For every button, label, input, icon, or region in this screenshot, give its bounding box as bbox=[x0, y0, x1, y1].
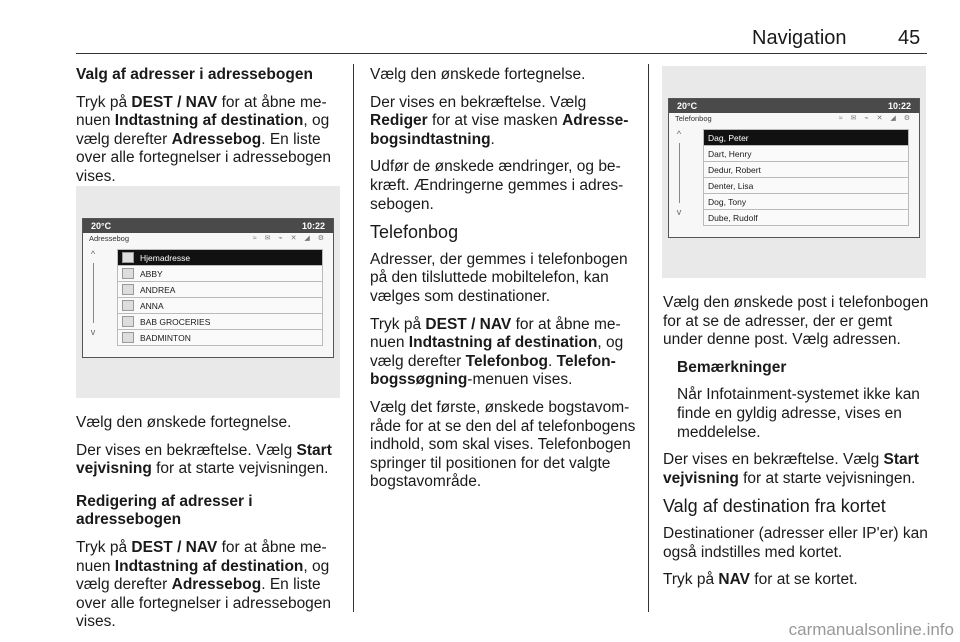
screen-title-bar: Adressebog ≈ ✉ ⌁ ✕ ◢ ⚙ bbox=[89, 234, 327, 243]
note-text: Når Infotainment-systemet ikke kan finde en gyldig adresse, vises en meddelelse. bbox=[677, 386, 920, 441]
column-divider-1 bbox=[353, 64, 354, 612]
contact-icon bbox=[122, 300, 134, 311]
column-1-lower bbox=[76, 414, 346, 641]
scroll-down-icon[interactable]: v bbox=[676, 207, 682, 217]
paragraph: Tryk på DEST / NAV for at åbne menuen Indtastning af destination, og vælg derefter Adressebog. En liste over alle fortegnelser i adressebogen vises. bbox=[76, 538, 332, 631]
list-item[interactable]: ANNA bbox=[117, 298, 323, 314]
list-item[interactable]: BADMINTON bbox=[117, 330, 323, 346]
screenshot-telefonbog bbox=[662, 66, 926, 278]
column-1 bbox=[76, 66, 344, 196]
contact-icon bbox=[122, 332, 134, 343]
paragraph: Vælg den ønskede fortegnelse. bbox=[76, 414, 292, 431]
infotainment-screen bbox=[82, 218, 334, 358]
section-heading: Redigering af adresser i adressebogen bbox=[76, 492, 253, 529]
status-bar: 20°C 10:22 bbox=[83, 219, 333, 233]
section-heading: Telefonbog bbox=[370, 222, 459, 243]
page-number: 45 bbox=[898, 27, 921, 49]
column-2 bbox=[370, 66, 638, 501]
scroll-up-icon[interactable]: ^ bbox=[676, 129, 682, 139]
page-header-title: Navigation bbox=[752, 27, 847, 49]
paragraph: Vælg den ønskede post i telefonbogen for at se de adresser, der er gemt under denne post. Vælg adressen. bbox=[663, 294, 929, 349]
infotainment-screen bbox=[668, 98, 920, 238]
paragraph: Der vises en bekræftelse. Vælg Rediger for at vise masken Adressebogsindtastning. bbox=[370, 93, 629, 148]
scroll-down-icon[interactable]: v bbox=[90, 327, 96, 337]
contact-icon bbox=[122, 268, 134, 279]
contact-icon bbox=[122, 284, 134, 295]
section-heading: Valg af destination fra kortet bbox=[663, 496, 886, 517]
status-icons: ≈ ✉ ⌁ ✕ ◢ ⚙ bbox=[838, 115, 913, 122]
paragraph: Tryk på DEST / NAV for at åbne menuen Indtastning af destination, og vælg derefter Telefonbog. Telefonbogssøgning-menuen vises. bbox=[370, 315, 624, 389]
scroll-up-icon[interactable]: ^ bbox=[90, 249, 96, 259]
section-heading: Valg af adresser i adressebogen bbox=[76, 66, 313, 83]
list-item[interactable]: ABBY bbox=[117, 266, 323, 282]
paragraph: Tryk på DEST / NAV for at åbne menuen Indtastning af destination, og vælg derefter Adressebog. En liste over alle fortegnelser i adressebogen vises. bbox=[76, 93, 332, 185]
scrollbar-track[interactable] bbox=[679, 143, 680, 203]
column-3 bbox=[663, 294, 929, 599]
screenshot-adressebog bbox=[76, 186, 340, 398]
note-title: Bemærkninger bbox=[677, 358, 787, 376]
list-item[interactable]: Dedur, Robert bbox=[703, 162, 909, 178]
screen-title-bar: Telefonbog ≈ ✉ ⌁ ✕ ◢ ⚙ bbox=[675, 114, 913, 123]
list-item[interactable]: BAB GROCERIES bbox=[117, 314, 323, 330]
poi-icon bbox=[122, 316, 134, 327]
paragraph: Vælg den ønskede fortegnelse. bbox=[370, 66, 586, 83]
column-divider-2 bbox=[648, 64, 649, 612]
address-list bbox=[117, 249, 323, 346]
paragraph: Udfør de ønskede ændringer, og bekræft. Ændringerne gemmes i adressebogen. bbox=[370, 158, 624, 213]
watermark: carmanualsonline.info bbox=[788, 620, 954, 639]
paragraph: Vælg det første, ønskede bogstavområde for at se den del af telefonbogens indhold, som skal vises. Telefonbogen springer til positionen for det valgte bogstavområde. bbox=[370, 398, 636, 491]
status-icons: ≈ ✉ ⌁ ✕ ◢ ⚙ bbox=[252, 235, 327, 242]
status-bar: 20°C 10:22 bbox=[669, 99, 919, 113]
home-icon bbox=[122, 252, 134, 263]
paragraph: Der vises en bekræftelse. Vælg Start vejvisning for at starte vejvisningen. bbox=[663, 451, 919, 487]
paragraph: Destinationer (adresser eller IP'er) kan også indstilles med kortet. bbox=[663, 524, 928, 561]
header-rule bbox=[76, 53, 927, 54]
list-item[interactable]: Denter, Lisa bbox=[703, 178, 909, 194]
paragraph: Der vises en bekræftelse. Vælg Start vejvisning for at starte vejvisningen. bbox=[76, 441, 332, 478]
paragraph: Tryk på NAV for at se kortet. bbox=[663, 571, 858, 589]
list-item[interactable]: Dag, Peter bbox=[703, 129, 909, 146]
contact-list bbox=[703, 129, 909, 226]
list-item[interactable]: Dog, Tony bbox=[703, 194, 909, 210]
list-item[interactable]: Dart, Henry bbox=[703, 146, 909, 162]
note-box bbox=[677, 359, 929, 442]
scrollbar-track[interactable] bbox=[93, 263, 94, 323]
list-item[interactable]: Hjemadresse bbox=[117, 249, 323, 266]
list-item[interactable]: Dube, Rudolf bbox=[703, 210, 909, 226]
paragraph: Adresser, der gemmes i telefonbogen på den tilsluttede mobiltelefon, kan vælges som destinationer. bbox=[370, 250, 628, 305]
list-item[interactable]: ANDREA bbox=[117, 282, 323, 298]
